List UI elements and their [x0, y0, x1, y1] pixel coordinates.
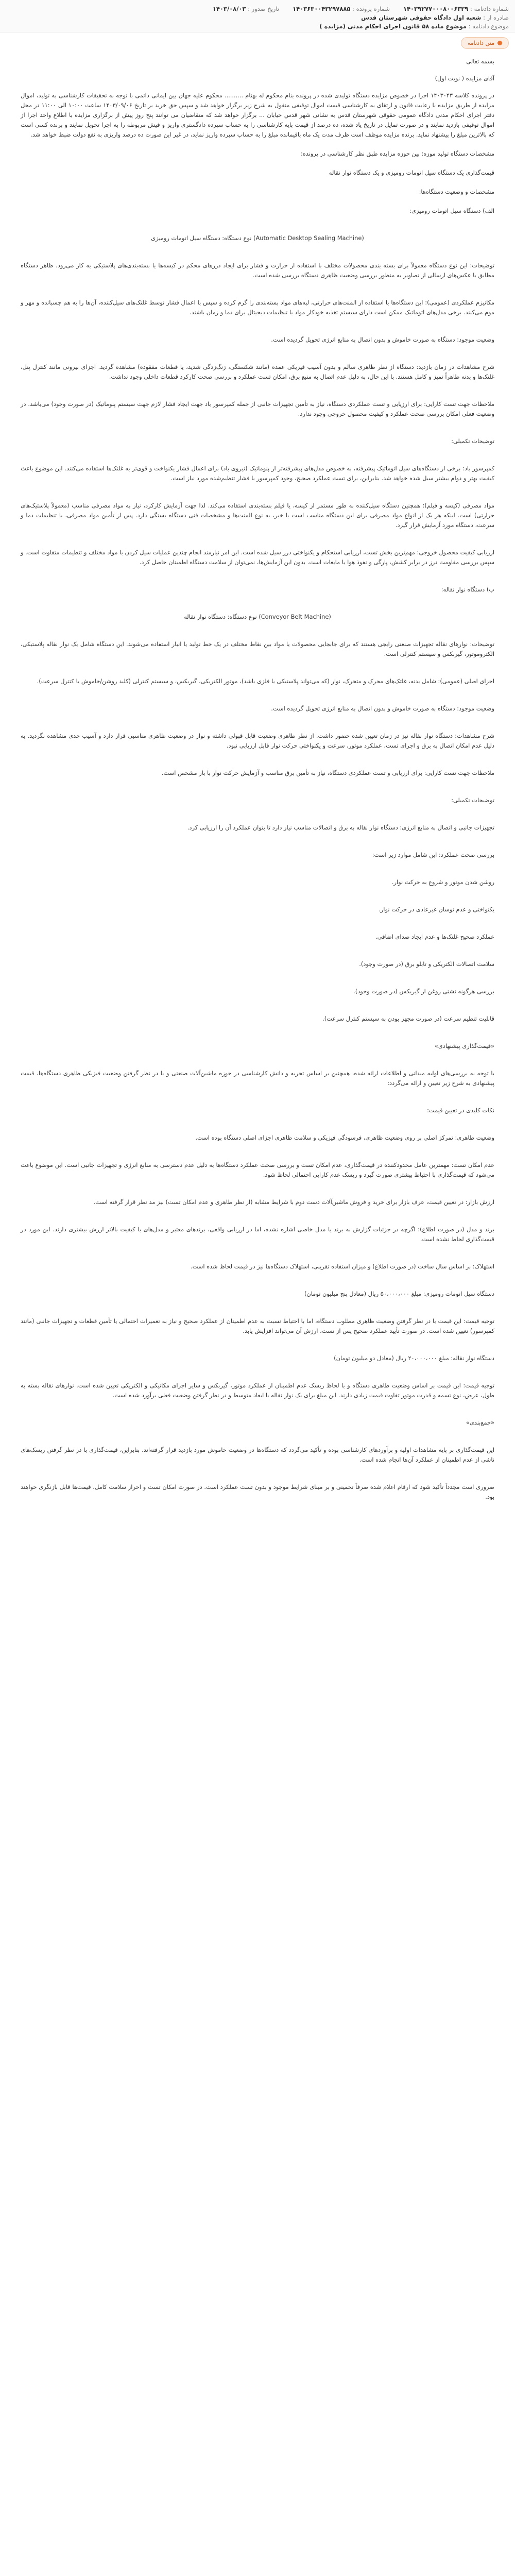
label: تاریخ صدور :: [248, 5, 280, 12]
paragraph: برند و مدل (در صورت اطلاع): اگرچه در جزئیات گزارش به برند یا مدل خاصی اشاره نشده، اما در ارزیابی واقعی، برندهای معتبر و مدل‌های با کیفیت بالاتر ارزش بیشتری دارند. این مورد در قیمت‌گذاری لحاظ نشده است.: [21, 1226, 494, 1243]
value: ۱۴۰۳۶۳۰۰۴۳۲۹۷۸۸۵: [293, 5, 351, 12]
paragraph: عملکرد صحیح غلتک‌ها و عدم ایجاد صدای اضافی.: [375, 933, 494, 940]
decision-body: [21, 57, 494, 1519]
paragraph: در پرونده کلاسه ۱۴۰۳۰۴۳ اجرا در خصوص مزایده دستگاه تولیدی شده در پرونده بنام محکوم له بهنام .......... محکوم علیه جهان بین ایمانی دائمی با توجه به تحقیقات کارشناسی به تولید، اموال مزایده از طریق مزایده با رعایت قانون و ارتقای به کارشناسی قیمت اموال توقیفی منقول به شرح زیر برگزار خواهد شد و سپس حق خرید بر تاریخ ۱۴۰۳/۰۹/۰۶ ساعت ۱۰:۰۰ الی ۱۱:۰۰ در محل دفتر اجرای احکام مدنی دادگاه عمومی حقوقی شهرستان قدس به نشانی شهر قدس خیابان ... برگزار خواهد شد که متقاضیان می توانند پنج روز پیش از برگزاری مزایده با اطلاع واحد اجرا از اموال توقیفی بازدید نمایند و در صورت تمایل در تاریخ یاد شده، ده درصد از قیمت پایه کارشناسی را به حساب سپرده دادگستری واریز و فیش مربوطه را به اجرا تحویل نمایند و برنده کسی است که بالاترین مبلغ را پیشنهاد نماید. برنده مزایده موظف است ظرف مدت یک ماه باقیمانده مبلغ را به حساب سپرده واریز نماید، در غیر این صورت ده درصد واریزی به نفع دولت ضبط خواهد شد.: [21, 92, 495, 138]
header-row-2: [6, 14, 509, 21]
document-header: [0, 0, 515, 32]
paragraph: توجیه قیمت: این قیمت با در نظر گرفتن وضعیت ظاهری مطلوب دستگاه، اما با احتیاط نسبت به عدم اطمینان از عملکرد صحیح و نیاز به تعمیرات احتمالی یا تأمین قطعات و تجهیزات جانبی (مانند کمپرسور) تعیین شده است. در صورت تأیید عملکرد صحیح پس از تست، ارزش آن می‌تواند افزایش یابد.: [21, 1317, 494, 1334]
paragraph: بررسی صحت عملکرد: این شامل موارد زیر است:: [372, 851, 494, 858]
paragraph: توضیحات: نوارهای نقاله تجهیزات صنعتی رایجی هستند که برای جابجایی محصولات یا مواد بین نقاط مختلف در یک خط تولید یا انبار استفاده می‌شوند. این دستگاه شامل یک نوار نقاله پلاستیکی، الکتروموتور، گیربکس و سیستم کنترلی است.: [21, 640, 494, 657]
paragraph: «قیمت‌گذاری پیشنهادی»: [434, 1042, 494, 1049]
header-row-3: [6, 23, 509, 30]
label: صادره از :: [483, 14, 509, 21]
paragraph: «جمع‌بندی»: [466, 1419, 494, 1426]
paragraph: نوع دستگاه: دستگاه نوار نقاله (Conveyor Belt Machine): [184, 613, 331, 620]
paragraph: وضعیت ظاهری: تمرکز اصلی بر روی وضعیت ظاهری، فرسودگی فیزیکی و سلامت ظاهری اجزای اصلی دستگاه بوده است.: [195, 1134, 494, 1141]
tab-decision-text[interactable]: [461, 37, 509, 49]
paragraph: نوع دستگاه: دستگاه سیل اتومات رومیزی (Automatic Desktop Sealing Machine): [151, 234, 364, 242]
paragraph: وضعیت موجود: دستگاه به صورت خاموش و بدون اتصال به منابع انرژی تحویل گردیده است.: [271, 705, 494, 712]
label: شماره دادنامه :: [470, 5, 509, 12]
paragraph: مشخصات و وضعیت دستگاه‌ها:: [419, 188, 494, 195]
value: ۱۴۰۳۹۲۷۷۰۰۰۸۰۰۶۳۳۹: [403, 5, 469, 12]
paragraph: سلامت اتصالات الکتریکی و تابلو برق (در صورت وجود).: [359, 960, 494, 968]
paragraph: الف) دستگاه سیل اتومات رومیزی:: [409, 207, 494, 214]
header-row-1: [6, 5, 509, 12]
label: موضوع دادنامه :: [468, 23, 509, 30]
paragraph: توجیه قیمت: این قیمت بر اساس وضعیت ظاهری دستگاه و با لحاظ ریسک عدم اطمینان از عملکرد موتور، گیربکس و سایر اجزای مکانیکی و الکتریکی تعیین شده است. نوارهای نقاله بسته به طول، عرض، نوع تسمه و قدرت موتور تفاوت قیمت زیادی دارند. این مبلغ برای یک نوار نقاله با ابعاد متوسط و در نظر گرفتن وضعیت فعلی برآورد شده است.: [21, 1382, 494, 1399]
issue-date: [213, 5, 279, 12]
paragraph: توضیحات تکمیلی:: [451, 796, 494, 804]
paragraph: وضعیت موجود: دستگاه به صورت خاموش و بدون اتصال به منابع انرژی تحویل گردیده است.: [271, 336, 494, 343]
paragraph: دستگاه نوار نقاله: مبلغ ۲۰،۰۰۰،۰۰۰ ریال (معادل دو میلیون تومان): [334, 1354, 494, 1362]
paragraph: اجزای اصلی (عمومی): شامل بدنه، غلتک‌های محرک و متحرک، نوار (که می‌تواند پلاستیکی یا فلزی باشد)، موتور الکتریکی، گیربکس، و سیستم کنترلی (کلید روشن/خاموش یا کنترل سرعت).: [37, 677, 494, 685]
paragraph: آقای مزایده ( نوبت اول): [435, 75, 494, 82]
paragraph: ب) دستگاه نوار نقاله:: [441, 586, 494, 593]
case-decision-number: [403, 5, 509, 12]
paragraph: نکات کلیدی در تعیین قیمت:: [427, 1107, 494, 1114]
paragraph: قابلیت تنظیم سرعت (در صورت مجهز بودن به سیستم کنترل سرعت).: [322, 1015, 494, 1022]
paragraph: دستگاه سیل اتومات رومیزی: مبلغ ۵۰،۰۰۰،۰۰۰ ریال (معادل پنج میلیون تومان): [304, 1290, 494, 1297]
tab-label: متن دادنامه: [467, 40, 494, 46]
paragraph: ملاحظات جهت تست کارایی: برای ارزیابی و تست عملکردی دستگاه، نیاز به تأمین برق مناسب و آزمایش حرکت نوار با بار مشخص است.: [161, 769, 494, 776]
paragraph: با توجه به بررسی‌های اولیه میدانی و اطلاعات ارائه شده، همچنین بر اساس تجربه و دانش کارشناسی در حوزه ماشین‌آلات صنعتی و با در نظر گرفتن وضعیت فیزیکی ظاهری دستگاه‌ها، قیمت پیشنهادی به شرح زیر تعیین و ارائه می‌گردد:: [21, 1070, 494, 1087]
paragraph: ضروری است مجدداً تأکید شود که ارقام اعلام شده صرفاً تخمینی و بر مبنای شرایط موجود و بدون تست عملکرد است. در صورت امکان تست و احراز سلامت کامل، قیمت‌ها قابل بازنگری خواهند بود.: [21, 1483, 494, 1500]
label: شماره پرونده :: [352, 5, 390, 12]
paragraph: استهلاک: بر اساس سال ساخت (در صورت اطلاع) و میزان استفاده تقریبی، استهلاک دستگاه‌ها نیز در قیمت لحاظ شده است.: [190, 1263, 494, 1270]
value: موضوع ماده ۵۸ قانون اجرای احکام مدنی (مزایده ): [319, 23, 467, 30]
paragraph: قیمت‌گذاری یک دستگاه سیل اتومات رومیزی و یک دستگاه نوار نقاله: [329, 169, 494, 176]
case-file-number: [293, 5, 390, 12]
paragraph: شرح مشاهدات: دستگاه نوار نقاله نیز در زمان تعیین شده حضور داشت. از نظر ظاهری وضعیت قابل قبولی داشته و نوار در وضعیت ظاهری مناسبی قرار دارد و آسیب جدی مشاهده نگردید. به دلیل عدم امکان اتصال به برق و اجرای تست، عملکرد موتور، سرعت و یکنواختی حرکت نوار قابل ارزیابی نبود.: [21, 732, 494, 749]
value: شعبه اول دادگاه حقوقی شهرستان قدس: [361, 14, 482, 21]
paragraph: ارزش بازار: در تعیین قیمت، عرف بازار برای خرید و فروش ماشین‌آلات دست دوم با شرایط مشابه (از نظر ظاهری و عدم امکان تست) نیز مد نظر قرار گرفته است.: [93, 1198, 494, 1206]
paragraph: توضیحات تکمیلی:: [451, 437, 494, 445]
paragraph: توضیحات: این نوع دستگاه معمولاً برای بسته بندی محصولات مختلف با استفاده از حرارت و فشار برای ایجاد درزهای محکم در کیسه‌ها یا بسته‌بندی‌های پلاستیکی به کار می‌رود. ظاهر دستگاه مطابق با عکس‌های ارسالی از تصاویر به منظور بررسی وضعیت ظاهری دستگاه بررسی شده است.: [21, 262, 494, 279]
decision-subject: [319, 23, 509, 30]
paragraph: کمپرسور باد: برخی از دستگاه‌های سیل اتوماتیک پیشرفته، به خصوص مدل‌های پیشرفته‌تر از پنوماتیک (نیروی باد) برای اعمال فشار یکنواخت و قوی‌تر به غلتک‌ها استفاده می‌کنند. این موضوع باعث کیفیت بهتر و دوام بیشتر سیل شده خواهد شد. بنابراین، برای تست عملکرد صحیح، وجود کمپرسور با فشار تنظیم‌شده مورد نیاز است.: [21, 465, 494, 482]
dot-icon: [497, 41, 502, 45]
paragraph: تجهیزات جانبی و اتصال به منابع انرژی: دستگاه نوار نقاله به برق و اتصالات مناسب نیاز دارد تا بتوان عملکرد آن را ارزیابی کرد.: [187, 824, 494, 831]
paragraph: روشن شدن موتور و شروع به حرکت نوار.: [391, 878, 494, 886]
paragraph: شرح مشاهدات در زمان بازدید: دستگاه از نظر ظاهری سالم و بدون آسیب فیزیکی عمده (مانند شکستگی، زنگ‌زدگی شدید، یا قطعات مفقوده) مشاهده گردید. اجزای بیرونی مانند کنترل پنل، غلتک‌ها و بدنه ظاهراً تمیز و کامل هستند. با این حال، به دلیل عدم اتصال به منبع برق، امکان تست عملکرد و بررسی صحت کارکرد قطعات داخلی وجود نداشت.: [21, 363, 494, 380]
paragraph: مشخصات دستگاه تولید موزه: بین حوزه مزایده طبق نظر کارشناسی در پرونده:: [300, 150, 494, 157]
paragraph: بررسی هرگونه نشتی روغن از گیربکس (در صورت وجود).: [353, 988, 494, 995]
issuing-court: [361, 14, 509, 21]
paragraph: ملاحظات جهت تست کارایی: برای ارزیابی و تست عملکردی دستگاه، نیاز به تأمین تجهیزات جانبی از جمله کمپرسور باد جهت ایجاد فشار لازم جهت سیستم پنوماتیک (در صورت وجود) می‌باشد. در وضعیت فعلی امکان بررسی صحت عملکرد و کیفیت محصول خروجی وجود ندارد.: [21, 400, 494, 417]
paragraph: عدم امکان تست: مهمترین عامل محدودکننده در قیمت‌گذاری، عدم امکان تست و بررسی صحت عملکرد دستگاه‌ها به دلیل عدم دسترسی به منابع انرژی و تجهیزات جانبی است. این موضوع باعث می‌شود که قیمت‌گذاری با احتیاط بیشتری صورت گیرد و ریسک عدم کارایی احتمالی لحاظ شود.: [21, 1161, 494, 1178]
paragraph: این قیمت‌گذاری بر پایه مشاهدات اولیه و برآوردهای کارشناسی بوده و تأکید می‌گردد که دستگاه‌ها در وضعیت خاموش مورد بازدید قرار گرفته‌اند. بنابراین، قیمت‌گذاری با در نظر گرفتن ریسک‌های ناشی از عدم اطمینان از عملکرد آن‌ها انجام شده است.: [21, 1446, 494, 1463]
paragraph: ارزیابی کیفیت محصول خروجی: مهم‌ترین بخش تست، ارزیابی استحکام و یکنواختی درز سیل شده است. این امر نیازمند انجام چندین عملیات سیل کردن با مواد مختلف و تنظیمات متفاوت است. و سپس بررسی مقاومت درز در برابر کشش، پارگی و نفوذ هوا یا مایعات است. بدون این آزمایش‌ها، نمی‌توان از سلامت دستگاه اطمینان حاصل کرد.: [21, 549, 494, 566]
paragraph: یکنواختی و عدم نوسان غیرعادی در حرکت نوار.: [379, 906, 494, 913]
value: ۱۴۰۳/۰۸/۰۳: [212, 5, 246, 12]
paragraph: مواد مصرفی (کیسه و فیلم): همچنین دستگاه سیل‌کننده به طور مستمر از کیسه، یا فیلم بسته‌بندی استفاده می‌کند. لذا جهت آزمایش کارکرد، نیاز به مواد مصرفی مناسب (معمولاً پلاستیک‌های حرارتی) است. اینکه هر یک از انواع مواد مصرفی برای این دستگاه مناسب است یا خیر، به نوع المنت‌ها و مشخصات فنی دستگاه بستگی دارد. پس از تأمین مواد مصرفی، با تنظیمات دما و سرعت، دستگاه مورد آزمایش قرار گیرد.: [21, 502, 494, 529]
paragraph: بسمه تعالی: [466, 58, 494, 65]
paragraph: مکانیزم عملکردی (عمومی): این دستگاه‌ها با استفاده از المنت‌های حرارتی، لبه‌های مواد بسته‌بندی را گرم کرده و سپس با اعمال فشار توسط غلتک‌های سیل‌کننده، آن‌ها را به هم چسبانده و مهر و موم می‌کنند. برخی مدل‌های اتوماتیک ممکن است دارای سیستم تغذیه خودکار مواد یا تنظیمات دیجیتال برای دما و زمان باشند.: [21, 299, 494, 316]
